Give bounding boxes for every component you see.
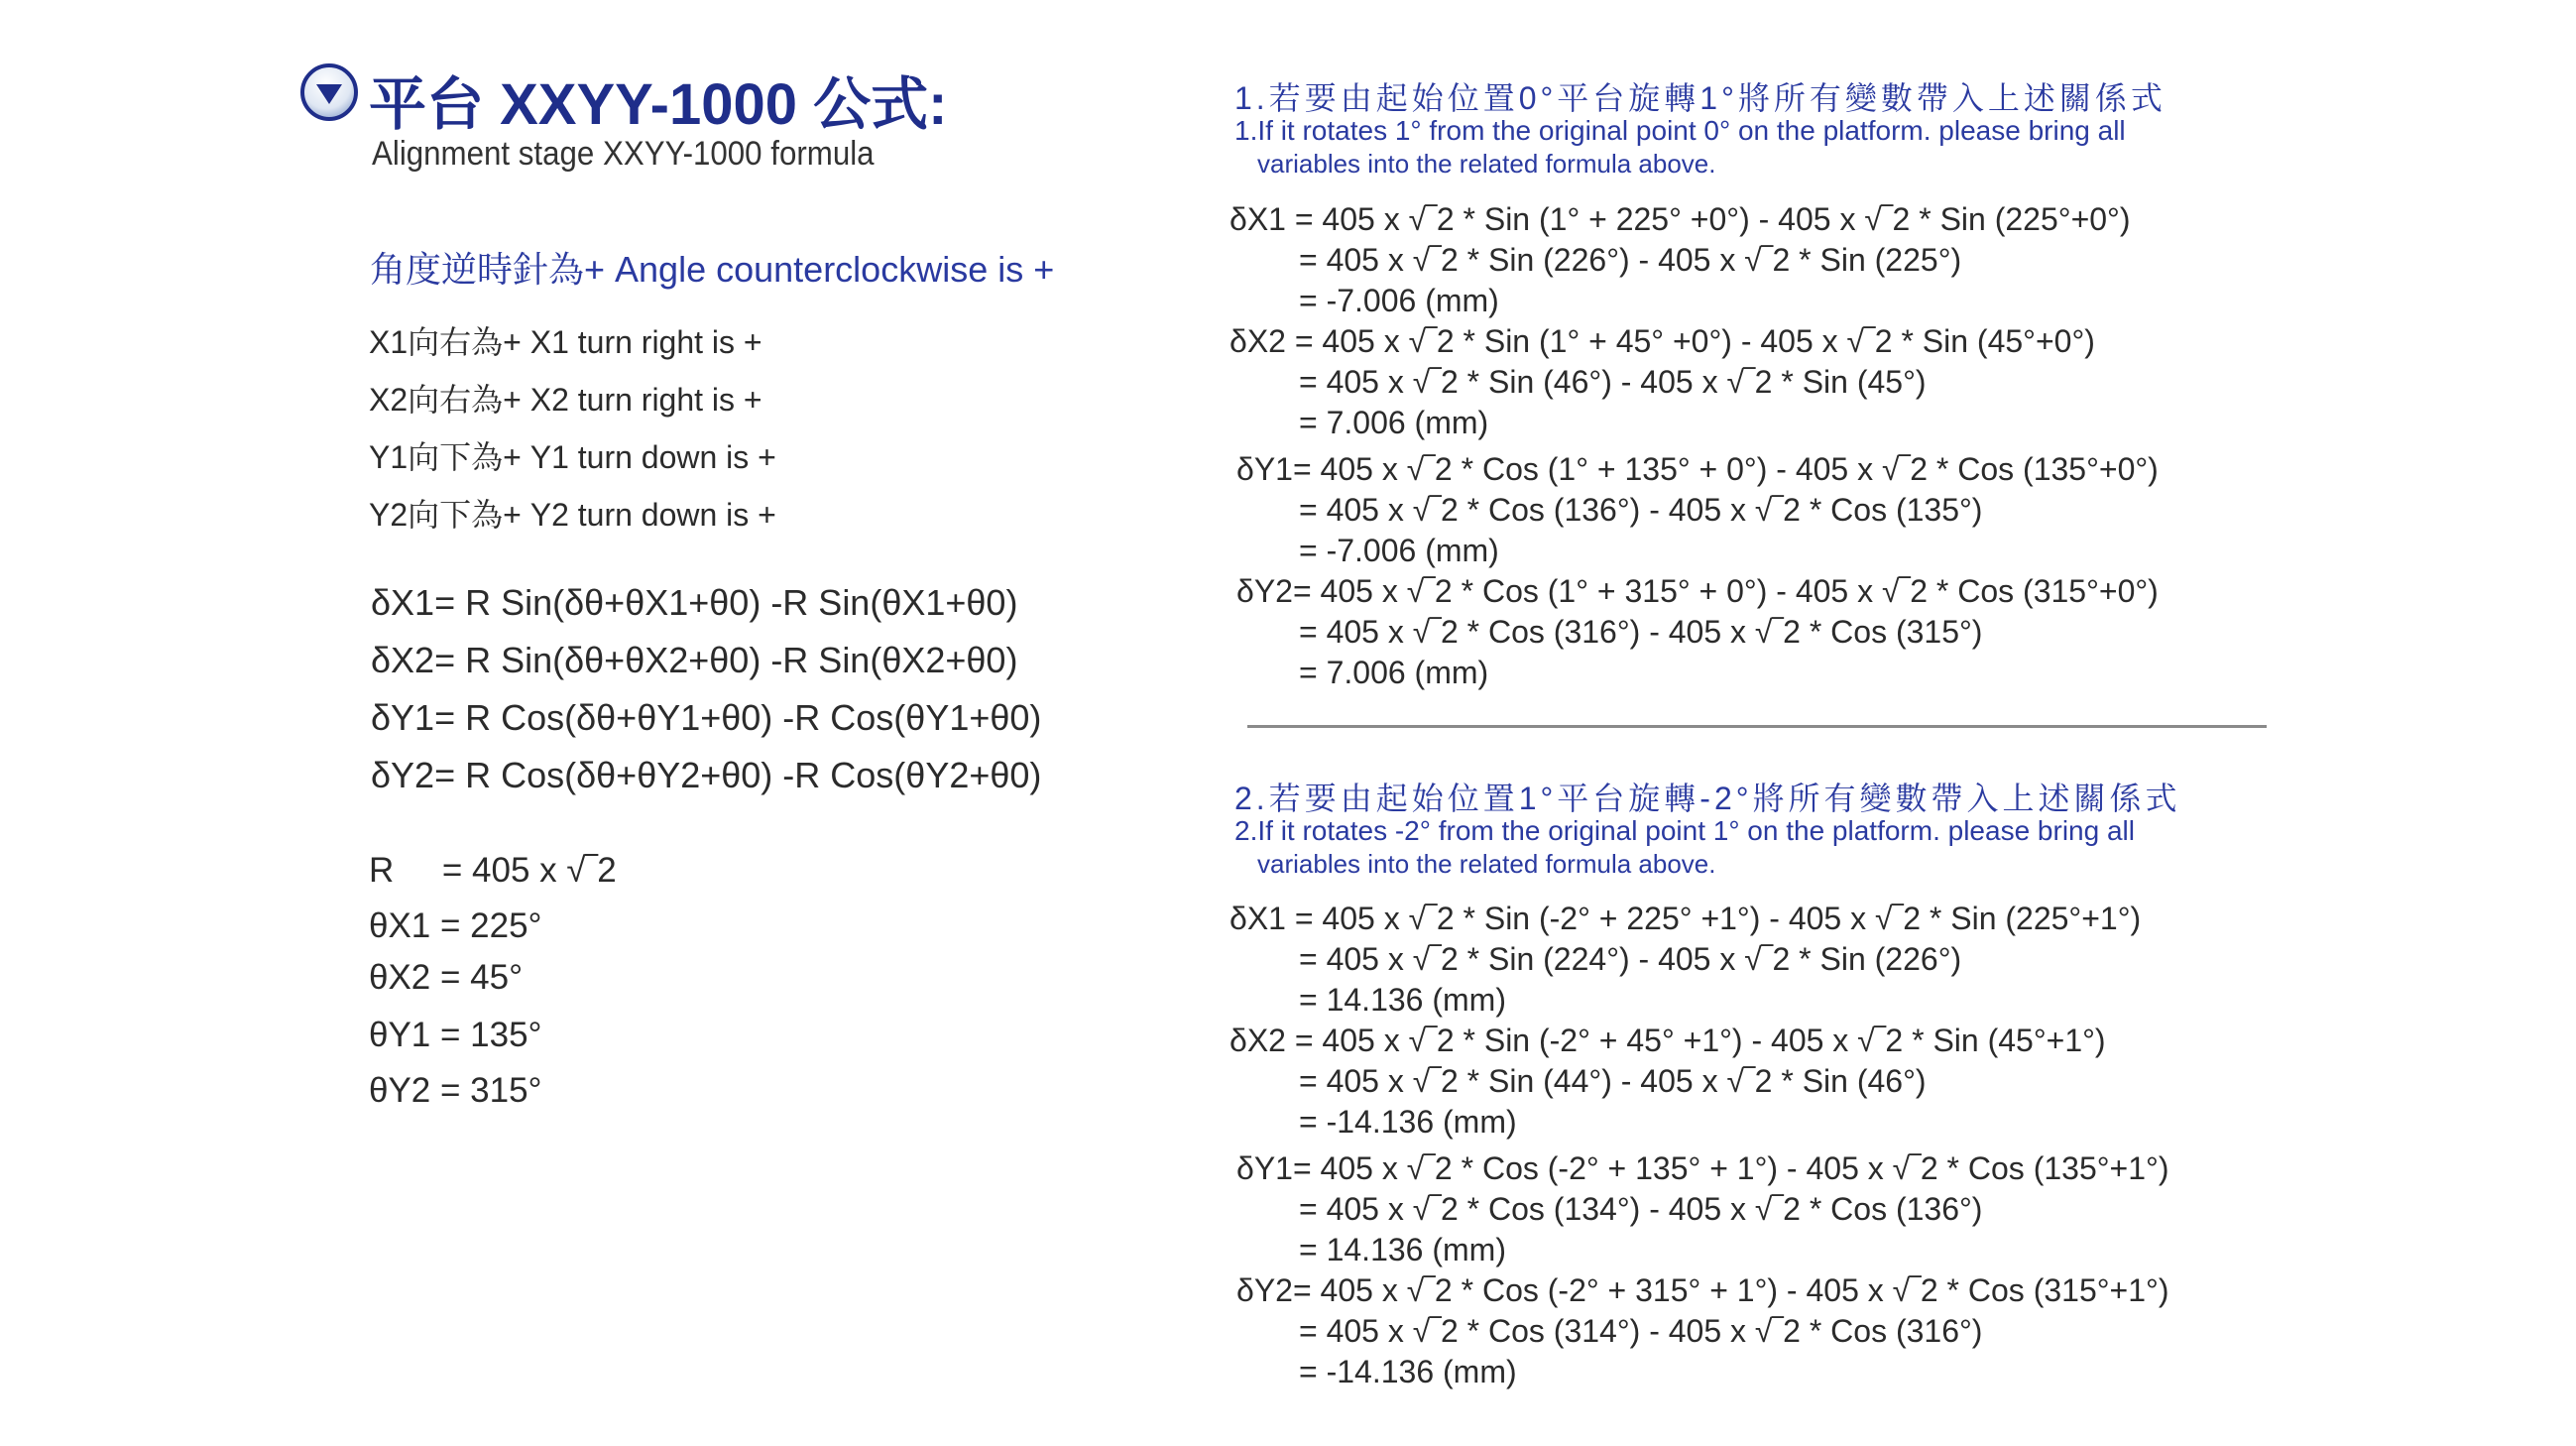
section1-heading-en-cont: variables into the related formula above. xyxy=(1257,149,1716,179)
section2-calc-line: = 405 x √‾2 * Sin (224°) - 405 x √‾2 * Sin (226°) xyxy=(1299,941,1962,977)
param-theta-x1: θX1 = 225° xyxy=(369,906,542,945)
direction-rule-y1: Y1向下為+ Y1 turn down is + xyxy=(369,439,776,475)
section2-calc-result: = -14.136 (mm) xyxy=(1299,1104,1517,1140)
section2-calc-line: δY1= 405 x √‾2 * Cos (-2° + 135° + 1°) - 405 x √‾2 * Cos (135°+1°) xyxy=(1236,1150,2169,1186)
formula-dy2: δY2= R Cos(δθ+θY2+θ0) -R Cos(θY2+θ0) xyxy=(371,755,1042,795)
section1-calc-line: = 405 x √‾2 * Sin (46°) - 405 x √‾2 * Sin (45°) xyxy=(1299,364,1927,400)
param-theta-y1: θY1 = 135° xyxy=(369,1016,542,1054)
section2-calc-line: = 405 x √‾2 * Cos (134°) - 405 x √‾2 * Cos (136°) xyxy=(1299,1191,1983,1227)
formula-dx1: δX1= R Sin(δθ+θX1+θ0) -R Sin(θX1+θ0) xyxy=(371,582,1018,623)
direction-rule-x2: X2向右為+ X2 turn right is + xyxy=(369,382,762,418)
section1-heading-zh: 1.若要由起始位置0°平台旋轉1°將所有變數帶入上述關係式 xyxy=(1234,80,2166,116)
formula-dy1: δY1= R Cos(δθ+θY1+θ0) -R Cos(θY1+θ0) xyxy=(371,697,1042,738)
section1-calc-result: = 7.006 (mm) xyxy=(1299,655,1489,690)
section1-calc-line: = 405 x √‾2 * Cos (136°) - 405 x √‾2 * Cos (135°) xyxy=(1299,492,1983,528)
param-r: R = 405 x √‾2 xyxy=(369,851,617,890)
section2-calc-line: δX1 = 405 x √‾2 * Sin (-2° + 225° +1°) - 405 x √‾2 * Sin (225°+1°) xyxy=(1229,901,2142,936)
formula-dx2: δX2= R Sin(δθ+θX2+θ0) -R Sin(θX2+θ0) xyxy=(371,640,1018,680)
section1-calc-line: = 405 x √‾2 * Sin (226°) - 405 x √‾2 * Sin (225°) xyxy=(1299,242,1962,278)
section1-calc-result: = -7.006 (mm) xyxy=(1299,283,1499,318)
section2-calc-result: = 14.136 (mm) xyxy=(1299,982,1506,1018)
param-theta-x2: θX2 = 45° xyxy=(369,958,524,997)
section-divider xyxy=(1247,725,2267,728)
section1-calc-result: = 7.006 (mm) xyxy=(1299,405,1489,440)
section2-heading-zh: 2.若要由起始位置1°平台旋轉-2°將所有變數帶入上述關係式 xyxy=(1234,781,2181,816)
section2-heading-en-cont: variables into the related formula above. xyxy=(1257,849,1716,879)
chevron-down-circle-icon xyxy=(299,62,359,122)
section2-calc-result: = -14.136 (mm) xyxy=(1299,1354,1517,1389)
section1-calc-line: δX1 = 405 x √‾2 * Sin (1° + 225° +0°) - 405 x √‾2 * Sin (225°+0°) xyxy=(1229,201,2131,237)
section1-calc-line: δY1= 405 x √‾2 * Cos (1° + 135° + 0°) - 405 x √‾2 * Cos (135°+0°) xyxy=(1236,451,2159,487)
section2-calc-line: δX2 = 405 x √‾2 * Sin (-2° + 45° +1°) - 405 x √‾2 * Sin (45°+1°) xyxy=(1229,1023,2106,1058)
section1-calc-line: = 405 x √‾2 * Cos (316°) - 405 x √‾2 * Cos (315°) xyxy=(1299,614,1983,650)
direction-rule-x1: X1向右為+ X1 turn right is + xyxy=(369,324,762,360)
section2-heading-en: 2.If it rotates -2° from the original point 1° on the platform. please bring all xyxy=(1234,815,2135,846)
page-subtitle: Alignment stage XXYY-1000 formula xyxy=(372,135,875,173)
section2-calc-result: = 14.136 (mm) xyxy=(1299,1232,1506,1267)
section2-calc-line: = 405 x √‾2 * Sin (44°) - 405 x √‾2 * Sin (46°) xyxy=(1299,1063,1927,1099)
page-title: 平台 XXYY-1000 公式: xyxy=(369,72,948,137)
section1-calc-line: δX2 = 405 x √‾2 * Sin (1° + 45° +0°) - 405 x √‾2 * Sin (45°+0°) xyxy=(1229,323,2095,359)
section1-calc-line: δY2= 405 x √‾2 * Cos (1° + 315° + 0°) - 405 x √‾2 * Cos (315°+0°) xyxy=(1236,573,2159,609)
angle-rule: 角度逆時針為+ Angle counterclockwise is + xyxy=(370,249,1055,290)
section1-calc-result: = -7.006 (mm) xyxy=(1299,533,1499,568)
direction-rule-y2: Y2向下為+ Y2 turn down is + xyxy=(369,497,776,533)
section1-heading-en: 1.If it rotates 1° from the original point 0° on the platform. please bring all xyxy=(1234,115,2126,146)
param-theta-y2: θY2 = 315° xyxy=(369,1071,542,1110)
section2-calc-line: δY2= 405 x √‾2 * Cos (-2° + 315° + 1°) - 405 x √‾2 * Cos (315°+1°) xyxy=(1236,1272,2169,1308)
section2-calc-line: = 405 x √‾2 * Cos (314°) - 405 x √‾2 * Cos (316°) xyxy=(1299,1313,1983,1349)
